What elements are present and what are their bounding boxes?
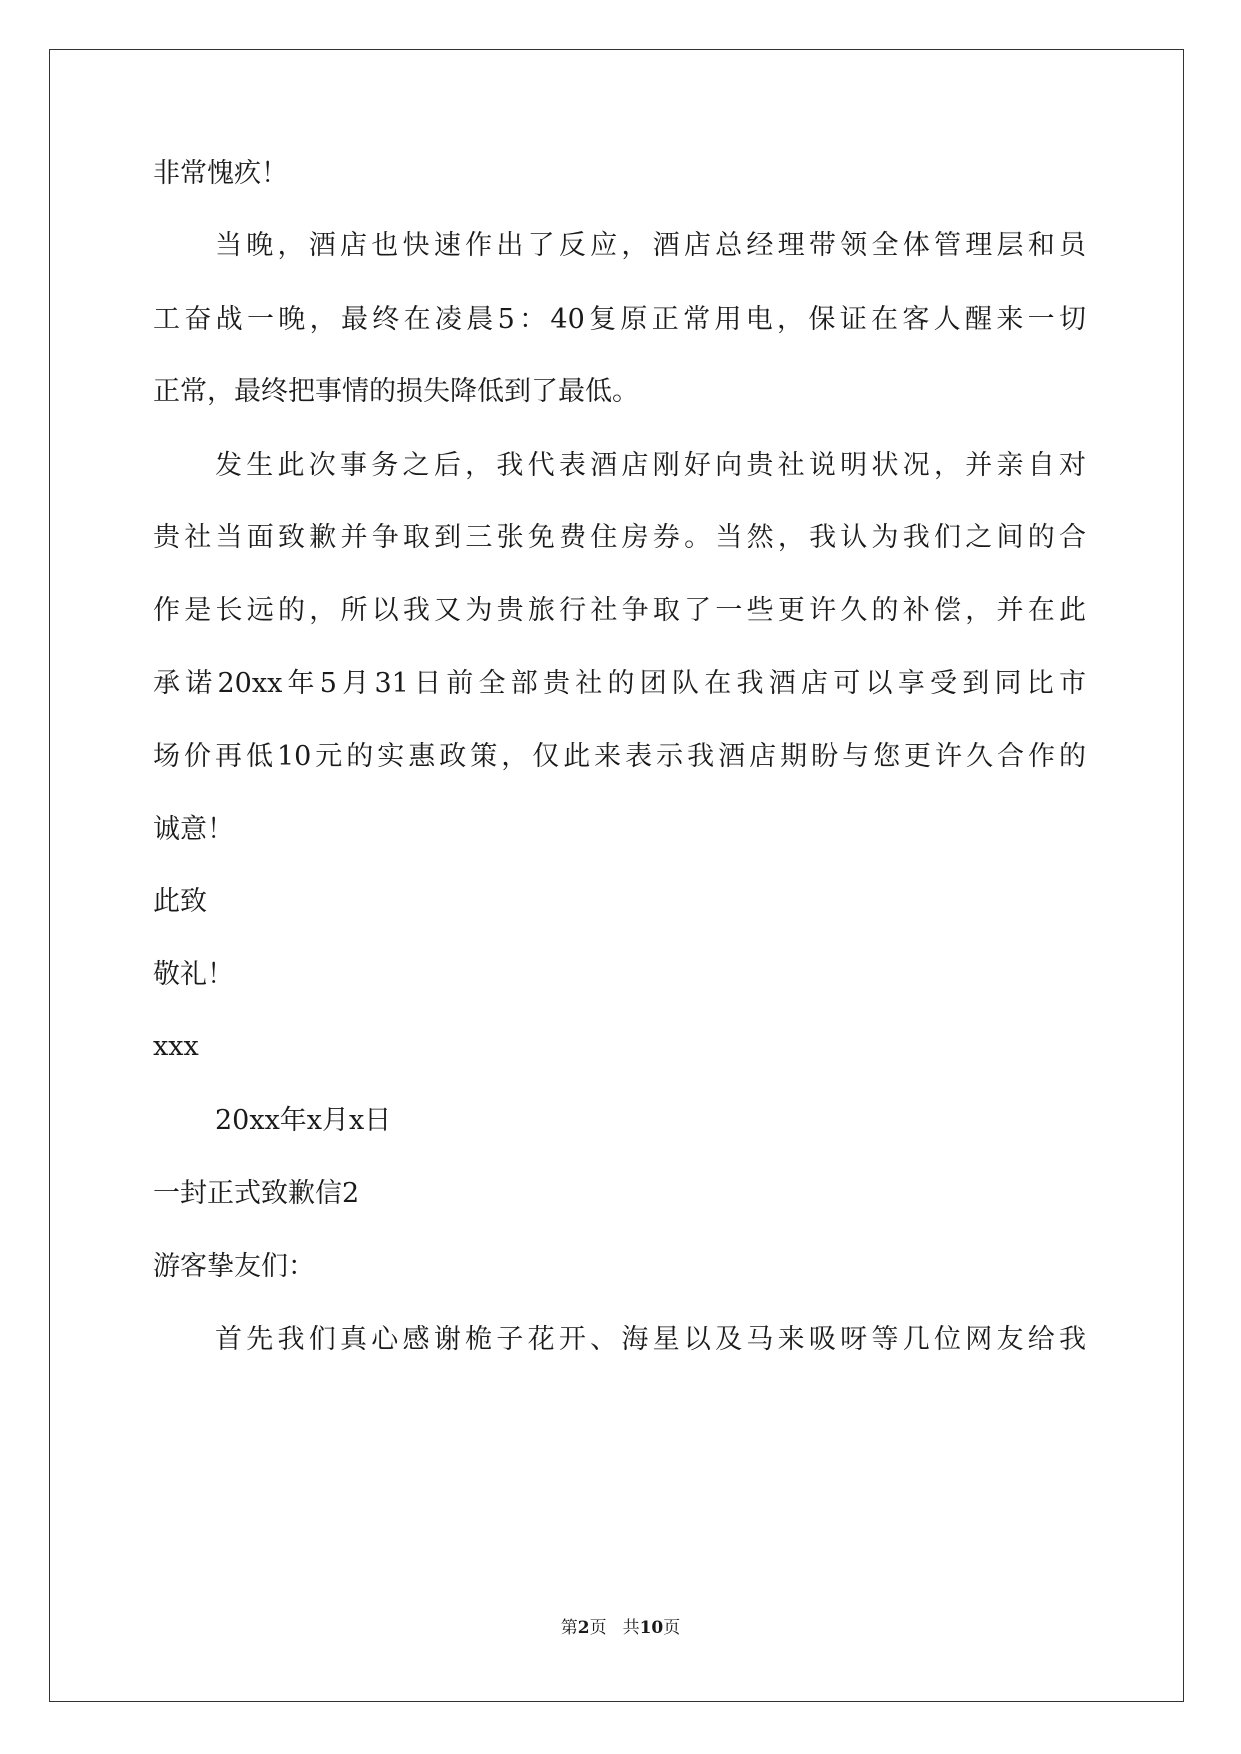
footer-total-prefix: 共 <box>622 1618 640 1638</box>
text-line: 正常，最终把事情的损失降低到了最低。 <box>153 376 639 407</box>
text-line: 承诺20xx年5月31日前全部贵社的团队在我酒店可以享受到同比市 <box>153 668 1086 699</box>
text-line: 贵社当面致歉并争取到三张免费住房券。当然，我认为我们之间的合 <box>153 522 1086 553</box>
footer-page-prefix: 第 <box>560 1618 578 1638</box>
footer-page-total: 10 <box>639 1618 664 1638</box>
footer-page-current: 2 <box>577 1618 590 1638</box>
salutation-regards: 敬礼！ <box>153 959 234 990</box>
text-line: 作是长远的，所以我又为贵旅行社争取了一些更许久的补偿，并在此 <box>153 595 1086 626</box>
section-title: 一封正式致歉信2 <box>153 1178 360 1209</box>
footer-page-mid: 页 <box>589 1618 607 1638</box>
text-line: 非常愧疚！ <box>153 158 288 189</box>
signature-name: xxx <box>153 1031 199 1062</box>
letter-greeting: 游客挚友们： <box>153 1251 315 1282</box>
page-border <box>49 49 1184 1702</box>
signature-date: 20xx年x月x日 <box>215 1105 392 1136</box>
text-line: 工奋战一晚，最终在凌晨5：40复原正常用电，保证在客人醒来一切 <box>153 304 1086 335</box>
page-footer <box>0 1617 1241 1639</box>
paragraph-start-line: 当晚，酒店也快速作出了反应，酒店总经理带领全体管理层和员 <box>215 230 1086 261</box>
paragraph-start-line: 发生此次事务之后，我代表酒店刚好向贵社说明状况，并亲自对 <box>215 450 1086 481</box>
text-line: 场价再低10元的实惠政策，仅此来表示我酒店期盼与您更许久合作的 <box>153 741 1086 772</box>
paragraph-start-line: 首先我们真心感谢桅子花开、海星以及马来吸呀等几位网友给我 <box>215 1324 1086 1355</box>
text-line: 诚意！ <box>153 814 234 845</box>
footer-total-suffix: 页 <box>663 1618 681 1638</box>
salutation-closing: 此致 <box>153 886 207 917</box>
